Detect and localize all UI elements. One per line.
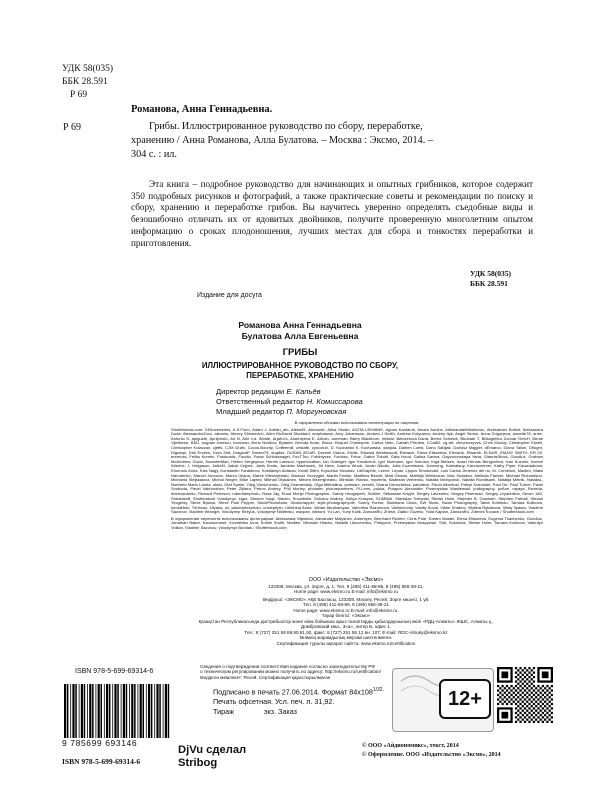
copyright-block: [362, 742, 501, 760]
junior-name: П. Моргуновская: [284, 406, 347, 416]
udk-top-block: [62, 63, 113, 102]
director-name: Е. Капьёв: [284, 387, 321, 396]
copyright-design: © Оформление. ООО «Издательство «Эксмо», 2014: [362, 752, 501, 758]
bib-line-1: Грибы. Иллюстрированное руководство по сбору, переработке,: [149, 121, 423, 132]
publisher-home: Home page: www.eksmo.ru E-mail: info@eksmo.ru: [294, 589, 398, 594]
udk-bottom: УДК 58(035): [470, 269, 511, 278]
author-heading: Романова, Анна Геннадьевна.: [131, 104, 273, 115]
bib-line-3: 304 с. : ил.: [131, 149, 177, 160]
publisher-name: ООО «Издательство «Эксмо»: [308, 577, 384, 583]
credits-photos: В оформлении переплета использованы фотографии: Aleksandar Mijatovic, Alexander Malyshev, Arsentyev, Bernhard Richter, Chris Pole, Dream Master, Elena Elisseeva, Eugenia Tkachenko, Goodluz, Jonathan Baker, Kanusommer, Kovalenko Inna, Kristin Smith, Madlen, Miroslav Hlavko, Natalia Litovchenko, Pinkyone, Przemyslaw Muszynski, Sirti, Sokolova, Stefan Holm, Tamara Kulikova, Valentyn Volkov, Vladimir Sazonov, Volodymyr Burdiak / Shutterstock.com: [171, 515, 543, 531]
isbn-small: ISBN 978-5-699-69314-6: [75, 668, 154, 675]
junior-role: Младший редактор: [216, 406, 285, 416]
publisher-block: [196, 577, 496, 648]
qr-code-icon: [497, 667, 553, 723]
director-role: Директор редакции: [216, 387, 285, 396]
age-rating-box: [439, 679, 491, 719]
author-mark-side: Р 69: [63, 122, 82, 133]
djvu-line-1: DjVu сделал: [178, 744, 247, 756]
author-2: Булатова Алла Евгеньевна: [241, 331, 359, 341]
director-line: [216, 387, 363, 397]
djvu-credit: [178, 744, 246, 770]
book-title: ГРИБЫ: [282, 347, 318, 358]
author-mark: Р 69: [70, 90, 88, 100]
zakaz-label: экз. Заказ: [263, 707, 297, 717]
bib-line-2: хранению / Анна Романова, Алла Булатова. – Москва : Эксмо, 2014. –: [131, 135, 433, 146]
subtitle-line-1: ИЛЛЮСТРИРОВАННОЕ РУКОВОДСТВО ПО СБОРУ,: [201, 361, 399, 370]
kz-trade: Тауар белгісі: «Эксмо»: [321, 613, 371, 618]
cert-line-1: Сведения о подтверждении соответствия издания согласно законодательству РФ: [200, 664, 375, 669]
barcode-icon: [62, 684, 170, 738]
cert-line-3: Өндірген мемлекет: Ресей. Сертификация қарастырылмаған: [200, 674, 331, 680]
subtitle-line-2: ПЕРЕРАБОТКЕ, ХРАНЕНИЮ: [246, 371, 354, 380]
isbn-bold: ISBN 978-5-699-69314-6: [62, 757, 141, 766]
kz-dist: Қазақстан Республикасында дистрибьютор және өнім бойынша арыз-талаптарды қабылдаушының өкілі «РДЦ-Алматы» ЖШС, Алматы қ., Домбровский көш., 3«а», литер Б, офис 1.: [198, 618, 494, 629]
responsible-role: Ответственный редактор: [216, 396, 305, 406]
format-suffix: 1/32.: [372, 687, 384, 693]
kz-valid: Өнімнің жарамдылық мерзімі шектелмеген.: [299, 635, 393, 640]
kz-tel: Тел. 8 (495) 411-68-86, 8 (495) 956-39-21: [303, 602, 389, 607]
junior-line: [216, 407, 363, 417]
age-rating-badge: [392, 668, 494, 732]
publisher-info: [196, 577, 496, 595]
age-rating-text: 12+: [448, 687, 482, 710]
publisher-address: 123308, Москва, ул. Зорге, д. 1. Тел. 8 (495) 411-68-86, 8 (495) 956-39-21.: [268, 583, 424, 589]
kz-tel2: Тел.: 8 (727) 251 59 89,90,91,92, факс: 8 (727) 251 58 12 вн. 107; E-mail: RDC-Almaty@eksmo.kz: [244, 629, 448, 635]
copyright-text: © ООО «Айдиономикс», текст, 2014: [362, 743, 459, 749]
print-info: [213, 685, 384, 717]
author-1: Романова Анна Геннадьевна: [238, 320, 362, 330]
image-credits: [171, 421, 543, 533]
bbk-bottom: ББК 28.591: [470, 278, 508, 288]
responsible-name: Н. Комиссарова: [304, 396, 363, 406]
bbk-code: ББК 28.591: [62, 77, 108, 87]
editors-block: [216, 387, 363, 416]
kz-title: Өндіруші: «ЭКСМО» АҚБ Баспасы, 123308, Мәскеу, Ресей, Зорге көшесі, 1 үй.: [262, 596, 430, 602]
responsible-line: [216, 397, 363, 407]
author-names: [0, 320, 600, 342]
print-sheets: Печать офсетная. Усл. печ. л. 31,92.: [213, 697, 335, 707]
kz-cert: Сертификация туралы ақпарат сайтта: www.eksmo.ru/certification: [276, 640, 416, 646]
udk-bottom-block: [470, 269, 511, 288]
print-run: [213, 707, 384, 717]
annotation: Эта книга – подробное руководство для начинающих и опытных грибников, которое содержит 350 подробных рисунков и фотографий, а также практические советы и рекомендации по поиску и сбору, хранению и переработке грибов. Вы научитесь уверенно определять съедобные виды и безошибочно отличать их от ядовитых двойников, получите проверенную многолетним опытом информацию о сроках плодоношения, лучших местах для сбора и тонкостях переработки и приготовления.: [131, 179, 533, 248]
kz-info: [196, 597, 496, 647]
udk-code: УДК 58(035): [62, 64, 114, 74]
book-subtitle: [0, 361, 600, 381]
print-signed: Подписано в печать 27.06.2014. Формат $84x108^{1/32.}$: [213, 687, 384, 697]
credits-intro: В оформлении обложки использованы иллюстрации по лицензии:: [294, 420, 420, 425]
cert-line-2: о техническом регулировании можно получить по адресу: http://eksmo.ru/certification/: [200, 669, 381, 675]
kz-home: Home page: www.eksmo.ru E-mail: info@eksmo.ru.: [293, 607, 399, 613]
credits-body: Shutterstock.com: 24Novembers, A.S.Floro, Adam J, Adrian_am, Aleks49, AlexussK, Alina Studio, AGITA LEIMANE, Agnes Kantaruk, Ainars Aunins, AleksandarMilutinovic, Aleksander Bolbot, Aleksandra Duda, AlessandroZocc, alexeisr, Alexey Shinkevich, Allen McDavid Stoddard, amphaiwan, Amy Johansson, Andrea J Smith, Andrew Kotyranov, Andrey Ityk, Angel Simon, Anna Grigorjeva, annette78, anse, Antonio S, apiguide, Aprilphoto, Art N, Arie v.d. Wolde, ArjaKo's, Arsentyeva E, Artush, aureman; Barry Blackburn, belizar, Belozerova Dana, Bernd Schmidt, Bhubate T, Bildagentur Zoonar GmbH, Birute Vijeikiene, BMJ, bogdan ionescu, bonchan, Boris Novikov, Bplanet, Brenda Kean, Bruce, Buquet Christophe, Carlos Neto, Catalin Petolea, CCat82, cg-art, chevreuxyves, Chris Moody, Christopher Elwell, Christopher Kolaczan, cjeffs, CJM Grafx, Cocos.Bounty, Coffeemill, cristafe, cynoclub, D. Kucharski K. Kucharska, dabjola, Daleen Loest, Dario Sabljak, Dariusz Majgier, dEmarco, Diana Taliun, Dfloght, Digoarpi, Dirk Ercken, Dora Zett, DragicaP, Dream79, dugdax, DUSAN ZIDAR, Dzenek Darius, Eddie, Edward Westmacott, Elenazh, Elena Elisseeva, Elenarts, Elisanth, ELNUR, EMJAY SMITH, ER 09, eremuss, Feliks Kurmin, Fotokostic, Foodio, Franz Schlossnagel, FooTToo, Fotoblysse, Fotoksc, Fotoz, Gabor Tokodi, Gala Hood, Galina Savina, Gayvoronskaya Yana, GiannisStock, Goodluz, Graham McAndrew, Guzic, HamsterMan, Hellen Sergeyeva, Henrik Larsson, hyperlocation, Ian Grainger, Igor Kovalchuk, Igor Normann, Igor Sokolov, Inga Nielsen, Israel Hervas Bengochea, Ivan Kuzmin, Ivonne Wierink, J. Helgason, JaNeN, Jakub Cejpek, Janis Smits, Jaroslav Machacek, Jiri Hera, Joanna Wnuk, Jovan Nikolic, Julia Kuznetsova, Jumnong, Kalmatsuy, Kanusommer, Kathy Piper, Kavardakova, Khomulo Anna, Kiss Nagy, Konstantin Faraktinov, Kostiantyn Ablazov, Kowit Sitthi, Kryuchka Yaroslav, LiliGraphie, Leene, Lepas, Ljupco Smokovski, Luis Carlos Jimenez del rio, M. Cornelius, Madlen, Maks Narodenko, Marcel Jancovic, Marco Uliana, Marek Mierzejewski, Mariusz Szczygiel, Martin Fowler, Matthew Benoit, Matt Gibson, Matthijs Wetterauw, Max Sudakov, Melinda Fawver, Michael Richardson, Michaela Stejskalova, Michal Ninger, Mike Laptev, Mikhail Olykainen, Mircea Bezergheanu, Miroslav Hlavko, mycteria, Nadezda Verbenko, Natalia Melnychuk, Natalia Ruedisueli, Natalija Melnik, NataliaL, Norberto Mario Lauria, oksix, Olaf Speier, Oleg Vinnichenko, Oleg Znamenskiy, Olga Mikhailina, optimarc, orestill, Oxana Denezhkina, pamdeck, Paolo Albertosi, Patryk Kosmider, Paul Orr, Paul Turner, Pavel Svoboda, Pavel Vakhrushev, Peter Zijlstra, Petrov Andrey, Phil Morley, photofer, picturepartners, Pi-Lens, pukka, Potapov Alexander, Przemyslaw Wasilewski, puttography, pzAxe, rayaya, Rezeda, ribeiroantonio, Richard Peterson, robertlamphoto, Rosa Jay, Ruud Morijn Photographer, Sandy Hedgepeth, Schiller, Sebastian Knight, Sergey Lavrentev, Sergey Peterman, Sergey Uryadnikov, Seven 180, Shestakoff, Shutterstock Volodymyr, sigur, Simone Voigt, Slaven, Snowbelle, Sokolov Andrey, Sofiya Krasyuk, SOMMAI, Stanislav Tolewski, Stefan Holm, Stephen B. Goodwin, Stephen Farhall, Stevan Yevgeniy, Steve Byland, Steve Paul Pepper, StockPhotoAstur, Stockcrapper, style-photography.de, Sunny Forest, Swietlana Ckina, SW Stock, Swan Photography, Taina Sohlman, Tamara Kulikova, tomsikfoto, Trinhcau, Ulyana, us_valar/zelesphoto, unclepepin, Utekhina Anna, Vahan Abrahamyan, Valentina Razumova, Vankichomy, Vasiliy Koval, Viktor Shatrov, Vitalina Rybakova, Vitaly Ilyasov, Vladimir Sazonov, Vladimir Wrangel, Volodymyr Kirilyuk, Volodymyr Nikitenko, wacpan, wiktord, Yu Lan, Yuriy Kulik, ZanozaRu, Zhesh, Zlatko Guzmic, Yulia Kaplan, ZanozaRu, Zdenek Kovach / Shutterstock.com: [171, 426, 543, 515]
edition-note: Издание для досуга: [197, 292, 262, 299]
isbn-digits: 9 785699 693146: [62, 738, 138, 748]
bibliographic-record: [131, 120, 531, 162]
tirazh-label: Тираж: [213, 707, 234, 717]
djvu-line-2: Stribog: [178, 757, 218, 769]
